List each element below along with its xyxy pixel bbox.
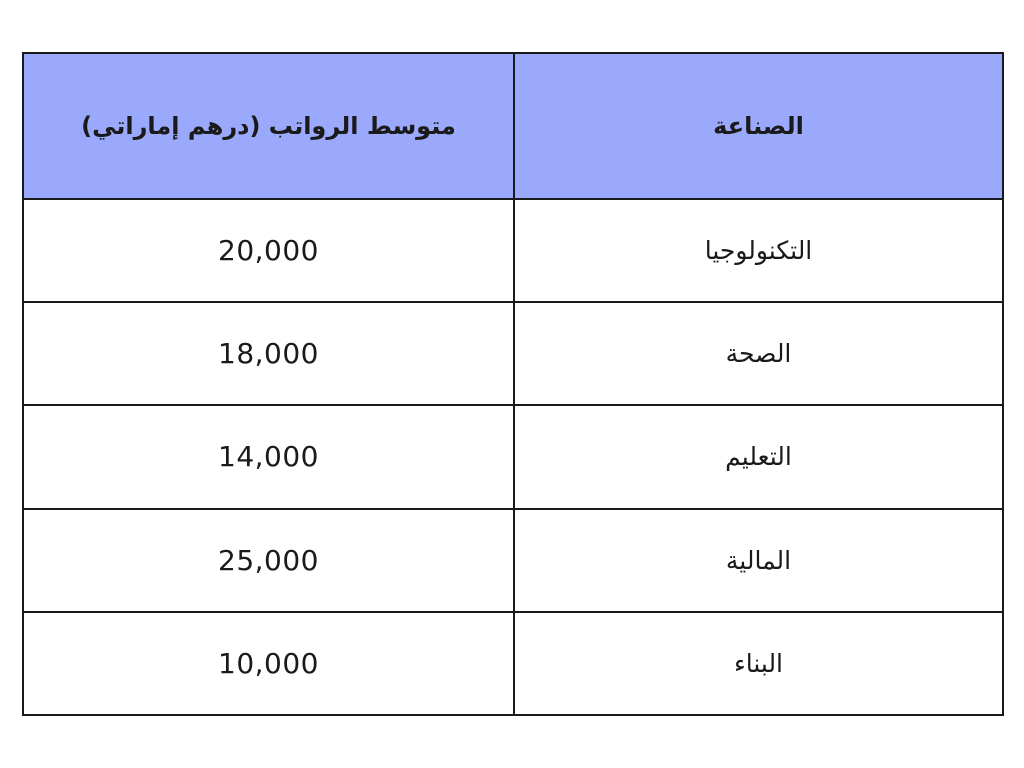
industry-cell: التعليم	[514, 405, 1003, 508]
industry-cell: المالية	[514, 509, 1003, 612]
header-industry: الصناعة	[514, 53, 1003, 199]
industry-cell: البناء	[514, 612, 1003, 715]
salary-cell: 18,000	[23, 302, 514, 405]
industry-cell: التكنولوجيا	[514, 199, 1003, 302]
table-row	[23, 405, 1003, 508]
table-header-row	[23, 53, 1003, 199]
table-row	[23, 302, 1003, 405]
salary-cell: 14,000	[23, 405, 514, 508]
salary-cell: 20,000	[23, 199, 514, 302]
industry-cell: الصحة	[514, 302, 1003, 405]
salary-cell: 10,000	[23, 612, 514, 715]
table-row	[23, 199, 1003, 302]
salary-cell: 25,000	[23, 509, 514, 612]
table-row	[23, 509, 1003, 612]
table-row	[23, 612, 1003, 715]
salary-table	[22, 52, 1004, 716]
header-salary: متوسط الرواتب (درهم إماراتي)	[23, 53, 514, 199]
